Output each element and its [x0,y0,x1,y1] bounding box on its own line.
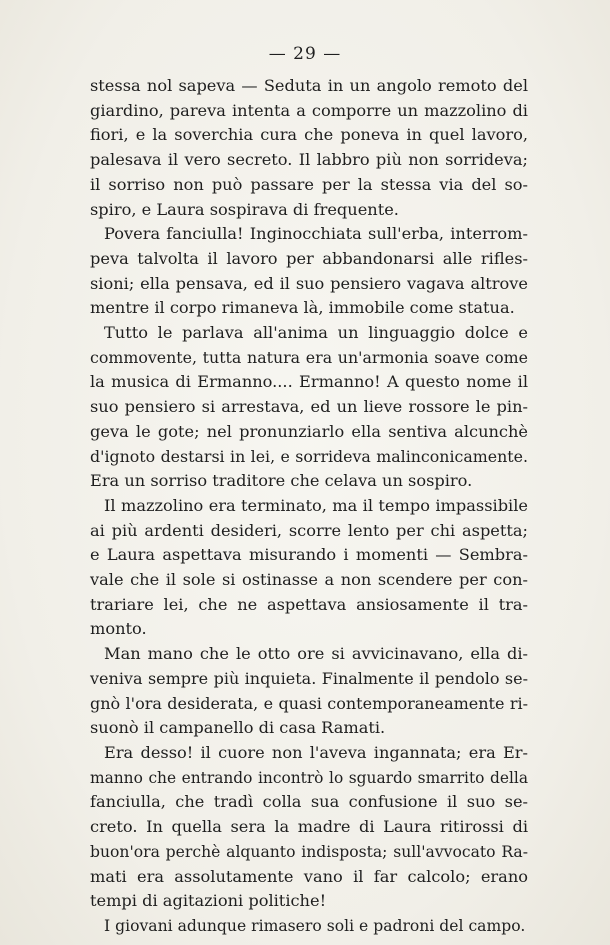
text-line: Povera fanciulla! Inginocchiata sull'erba, interrom- [104,224,528,244]
text-line: Era un sorriso traditore che celava un sospiro. [90,471,473,491]
text-line: Era desso! il cuore non l'aveva ingannata; era Er- [104,742,528,762]
text-line: spiro, e Laura sospirava di frequente. [90,199,399,219]
text-line: giardino, pareva intenta a comporre un mazzolino di [90,100,528,120]
text-line: mati era assolutamente vano il far calcolo; erano [90,866,528,886]
text-line: fanciulla, che tradì colla sua confusione il suo se- [90,792,528,812]
text-line: il sorriso non può passare per la stessa via del so- [90,174,528,194]
text-line: sioni; ella pensava, ed il suo pensiero vagava altrove [90,273,528,293]
text-line: geva le gote; nel pronunziarlo ella sentiva alcunchè [90,421,528,441]
text-line: palesava il vero secreto. Il labbro più non sorrideva; [90,150,528,170]
text-line: veniva sempre più inquieta. Finalmente il pendolo se- [90,668,528,688]
text-line: peva talvolta il lavoro per abbandonarsi alle rifles- [90,248,528,268]
text-line: fiori, e la soverchia cura che poneva in quel lavoro, [90,125,528,145]
text-line: ai più ardenti desideri, scorre lento per chi aspetta; [90,520,528,540]
text-line: mentre il corpo rimaneva là, immobile come statua. [90,298,515,318]
text-line: suonò il campanello di casa Ramati. [90,718,386,738]
text-line: Il mazzolino era terminato, ma il tempo impassibile [104,495,528,515]
text-line: creto. In quella sera la madre di Laura ritirossi di [90,817,528,837]
text-line: vale che il sole si ostinasse a non scendere per con- [90,570,528,590]
text-line: la musica di Ermanno.... Ermanno! A questo nome il [90,372,528,392]
text-line: e Laura aspettava misurando i momenti — Sembra- [90,545,528,565]
text-line: monto. [90,619,147,639]
text-line: trariare lei, che ne aspettava ansiosamente il tra- [90,594,528,614]
text-line: commovente, tutta natura era un'armonia soave come [90,347,528,367]
text-line: Man mano che le otto ore si avvicinavano, ella di- [104,644,528,664]
text-line: d'ignoto destarsi in lei, e sorrideva malinconicamente. [90,446,528,466]
text-line: gnò l'ora desiderata, e quasi contemporaneamente ri- [90,693,528,713]
text-line: manno che entrando incontrò lo sguardo smarrito della [90,768,528,787]
text-line: stessa nol sapeva — Seduta in un angolo remoto del [90,76,528,95]
text-line: suo pensiero si arrestava, ed un lieve rossore le pin- [90,397,528,417]
page-number: — 29 — [268,44,342,64]
text-line: I giovani adunque rimasero soli e padroni del campo. [104,916,526,935]
text-line: buon'ora perchè alquanto indisposta; sull'avvocato Ra- [90,842,528,861]
body-text [90,74,528,939]
text-line: Tutto le parlava all'anima un linguaggio dolce e [104,323,528,343]
text-line: tempi di agitazioni politiche! [90,891,327,911]
